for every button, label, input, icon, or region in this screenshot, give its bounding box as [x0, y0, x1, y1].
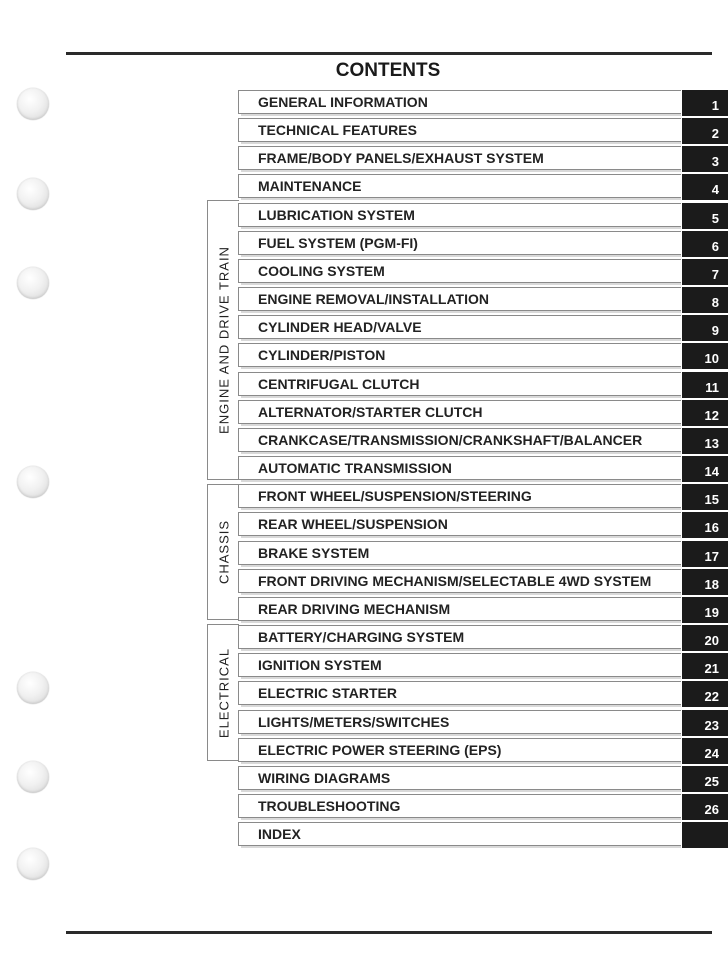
- toc-row-front-wheel[interactable]: [238, 484, 728, 509]
- section-number-tab[interactable]: 22: [682, 681, 728, 707]
- page-title: CONTENTS: [335, 60, 441, 81]
- toc-label: LIGHTS/METERS/SWITCHES: [258, 714, 450, 730]
- section-number-tab[interactable]: 26: [682, 794, 728, 820]
- toc-row-lubrication-system[interactable]: [238, 203, 728, 228]
- toc-row-eps[interactable]: [238, 738, 728, 763]
- toc-label: ALTERNATOR/STARTER CLUTCH: [258, 404, 483, 420]
- toc-row-wiring-diagrams[interactable]: [238, 766, 728, 791]
- toc-label: REAR DRIVING MECHANISM: [258, 601, 451, 617]
- section-number-tab[interactable]: 2: [682, 118, 728, 144]
- toc-row-cooling-system[interactable]: [238, 259, 728, 284]
- toc-label: REAR WHEEL/SUSPENSION: [258, 516, 448, 532]
- section-number-tab[interactable]: 3: [682, 146, 728, 172]
- toc-label: FUEL SYSTEM (PGM-FI): [258, 235, 418, 251]
- toc-label: TROUBLESHOOTING: [258, 798, 401, 814]
- section-number-tab[interactable]: [682, 822, 728, 848]
- binder-hole: [17, 267, 49, 299]
- top-rule: [66, 52, 712, 55]
- binder-hole: [17, 178, 49, 210]
- section-number-tab[interactable]: 19: [682, 597, 728, 623]
- toc-row-crankcase[interactable]: [238, 428, 728, 453]
- toc-row-fuel-system[interactable]: [238, 231, 728, 256]
- section-number-tab[interactable]: 18: [682, 569, 728, 595]
- toc-label: ELECTRIC POWER STEERING (EPS): [258, 742, 502, 758]
- toc-label: INDEX: [258, 826, 301, 842]
- toc-label: CYLINDER/PISTON: [258, 347, 386, 363]
- toc-row-ignition-system[interactable]: [238, 653, 728, 678]
- group-label-chassis: CHASSIS: [216, 519, 231, 585]
- toc-label: ENGINE REMOVAL/INSTALLATION: [258, 291, 489, 307]
- section-number-tab[interactable]: 23: [682, 710, 728, 736]
- toc-row-index[interactable]: [238, 822, 728, 847]
- toc-label: AUTOMATIC TRANSMISSION: [258, 460, 452, 476]
- toc-row-general-information[interactable]: [238, 90, 728, 115]
- bottom-rule: [66, 931, 712, 934]
- toc-label: FRONT WHEEL/SUSPENSION/STEERING: [258, 488, 532, 504]
- toc-row-frame-body-panels[interactable]: [238, 146, 728, 171]
- section-number-tab[interactable]: 9: [682, 315, 728, 341]
- toc-label: IGNITION SYSTEM: [258, 657, 382, 673]
- toc-label: COOLING SYSTEM: [258, 263, 385, 279]
- toc-row-automatic-transmission[interactable]: [238, 456, 728, 481]
- section-number-tab[interactable]: 21: [682, 653, 728, 679]
- toc-label: BRAKE SYSTEM: [258, 545, 370, 561]
- toc-row-electric-starter[interactable]: [238, 681, 728, 706]
- toc-label: WIRING DIAGRAMS: [258, 770, 391, 786]
- section-number-tab[interactable]: 16: [682, 512, 728, 538]
- binder-hole: [17, 466, 49, 498]
- section-number-tab[interactable]: 15: [682, 484, 728, 510]
- binder-hole: [17, 88, 49, 120]
- group-label-electrical: ELECTRICAL: [216, 647, 231, 738]
- toc-label: CRANKCASE/TRANSMISSION/CRANKSHAFT/BALANCER: [258, 432, 643, 448]
- section-number-tab[interactable]: 10: [682, 343, 728, 369]
- group-chassis: [207, 484, 239, 620]
- toc-label: BATTERY/CHARGING SYSTEM: [258, 629, 465, 645]
- toc-row-rear-driving[interactable]: [238, 597, 728, 622]
- section-number-tab[interactable]: 20: [682, 625, 728, 651]
- toc-label: GENERAL INFORMATION: [258, 94, 428, 110]
- toc-row-engine-removal[interactable]: [238, 287, 728, 312]
- section-number-tab[interactable]: 6: [682, 231, 728, 257]
- section-number-tab[interactable]: 5: [682, 203, 728, 229]
- toc-label: LUBRICATION SYSTEM: [258, 207, 415, 223]
- toc-row-battery-charging[interactable]: [238, 625, 728, 650]
- toc-row-technical-features[interactable]: [238, 118, 728, 143]
- binder-hole: [17, 848, 49, 880]
- toc-label: FRONT DRIVING MECHANISM/SELECTABLE 4WD SYSTEM: [258, 573, 652, 589]
- section-number-tab[interactable]: 12: [682, 400, 728, 426]
- toc-label: ELECTRIC STARTER: [258, 685, 397, 701]
- toc-label: MAINTENANCE: [258, 178, 362, 194]
- toc-row-cylinder-piston[interactable]: [238, 343, 728, 368]
- section-number-tab[interactable]: 13: [682, 428, 728, 454]
- toc-row-front-driving[interactable]: [238, 569, 728, 594]
- toc-row-rear-wheel[interactable]: [238, 512, 728, 537]
- toc-row-brake-system[interactable]: [238, 541, 728, 566]
- toc-row-lights-meters[interactable]: [238, 710, 728, 735]
- toc-row-troubleshooting[interactable]: [238, 794, 728, 819]
- section-number-tab[interactable]: 7: [682, 259, 728, 285]
- toc-label: FRAME/BODY PANELS/EXHAUST SYSTEM: [258, 150, 544, 166]
- section-number-tab[interactable]: 8: [682, 287, 728, 313]
- toc-label: TECHNICAL FEATURES: [258, 122, 417, 138]
- toc-row-alternator[interactable]: [238, 400, 728, 425]
- section-number-tab[interactable]: 4: [682, 174, 728, 200]
- binder-hole: [17, 761, 49, 793]
- toc-row-maintenance[interactable]: [238, 174, 728, 199]
- group-label-engine: ENGINE AND DRIVE TRAIN: [216, 246, 231, 434]
- section-number-tab[interactable]: 14: [682, 456, 728, 482]
- toc-row-centrifugal-clutch[interactable]: [238, 372, 728, 397]
- section-number-tab[interactable]: 25: [682, 766, 728, 792]
- section-number-tab[interactable]: 11: [682, 372, 728, 398]
- binder-hole: [17, 672, 49, 704]
- toc-label: CYLINDER HEAD/VALVE: [258, 319, 422, 335]
- toc-label: CENTRIFUGAL CLUTCH: [258, 376, 420, 392]
- section-number-tab[interactable]: 17: [682, 541, 728, 567]
- section-number-tab[interactable]: 1: [682, 90, 728, 116]
- group-electrical: [207, 624, 239, 761]
- group-engine-and-drive-train: [207, 200, 239, 480]
- toc-row-cylinder-head[interactable]: [238, 315, 728, 340]
- section-number-tab[interactable]: 24: [682, 738, 728, 764]
